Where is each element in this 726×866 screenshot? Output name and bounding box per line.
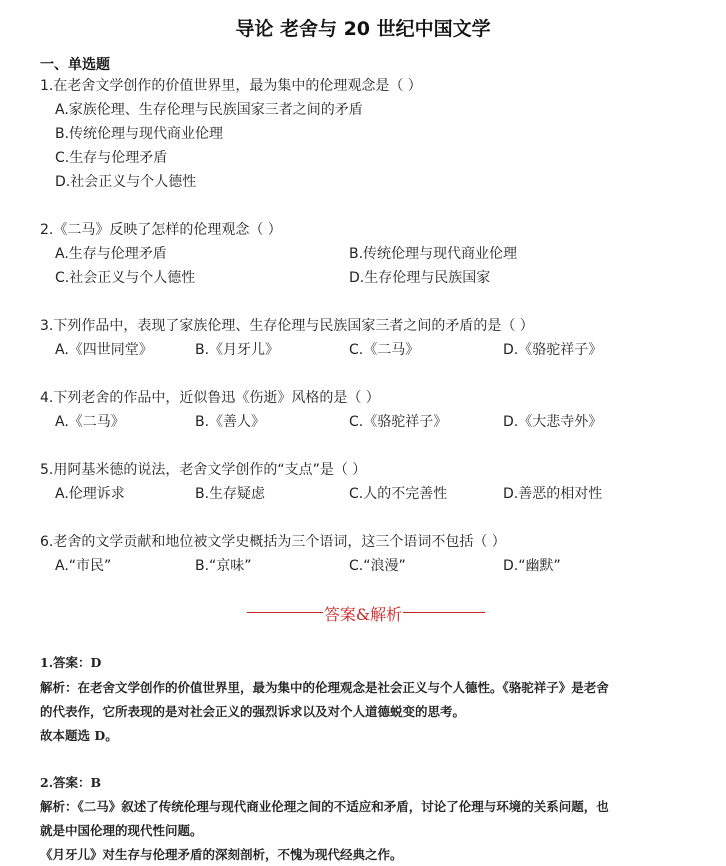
question-3-stem: 3.下列作品中，表现了家族伦理、生存伦理与民族国家三者之间的矛盾的是（ ） <box>40 318 534 334</box>
question-1-option-a: A.家族伦理、生存伦理与民族国家三者之间的矛盾 <box>55 102 363 118</box>
question-3-option-c: C.《二马》 <box>349 342 420 358</box>
section-heading: 一、单选题 <box>40 57 110 73</box>
question-2-option-a: A.生存与伦理矛盾 <box>55 246 167 262</box>
question-2-stem: 2.《二马》反映了怎样的伦理观念（ ） <box>40 222 282 238</box>
question-4-option-b: B.《善人》 <box>195 414 266 430</box>
question-5-stem: 5.用阿基米德的说法，老舍文学创作的“支点”是（ ） <box>40 462 367 478</box>
answer-1-heading: 1.答案：D <box>40 655 102 670</box>
question-5-option-a: A.伦理诉求 <box>55 486 125 502</box>
divider-line-right <box>403 612 485 613</box>
answer-1-explanation-line: 的代表作，它所表现的是对社会正义的强烈诉求以及对个人道德蜕变的思考。 <box>40 704 466 719</box>
question-4-option-d: D.《大悲寺外》 <box>503 414 603 430</box>
question-6-option-d: D.“幽默” <box>503 558 561 574</box>
question-4-option-c: C.《骆驼祥子》 <box>349 414 448 430</box>
question-3-option-a: A.《四世同堂》 <box>55 342 153 358</box>
question-4-option-a: A.《二马》 <box>55 414 125 430</box>
question-2-option-d: D.生存伦理与民族国家 <box>349 270 491 286</box>
document-title: 导论 老舍与 20 世纪中国文学 <box>235 18 491 40</box>
answer-1-conclusion: 故本题选 D。 <box>40 728 118 743</box>
question-2-option-b: B.传统伦理与现代商业伦理 <box>349 246 518 262</box>
question-5-option-c: C.人的不完善性 <box>349 486 448 502</box>
question-3-option-d: D.《骆驼祥子》 <box>503 342 603 358</box>
answer-divider <box>0 600 726 624</box>
question-6-stem: 6.老舍的文学贡献和地位被文学史概括为三个语词，这三个语词不包括（ ） <box>40 534 506 550</box>
question-1-stem: 1.在老舍文学创作的价值世界里，最为集中的伦理观念是（ ） <box>40 78 422 94</box>
question-1-option-b: B.传统伦理与现代商业伦理 <box>55 126 224 142</box>
question-2-option-c: C.社会正义与个人德性 <box>55 270 196 286</box>
question-1-option-c: C.生存与伦理矛盾 <box>55 150 168 166</box>
question-5-option-b: B.生存疑虑 <box>195 486 266 502</box>
answer-2-explanation-line: 解析：《二马》叙述了传统伦理与现代商业伦理之间的不适应和矛盾，讨论了伦理与环境的关系问题，也 <box>40 799 609 814</box>
question-5-option-d: D.善恶的相对性 <box>503 486 603 502</box>
question-1-option-d: D.社会正义与个人德性 <box>55 174 197 190</box>
question-6-option-c: C.“浪漫” <box>349 558 406 574</box>
question-3-option-b: B.《月牙儿》 <box>195 342 280 358</box>
question-6-option-b: B.“京味” <box>195 558 252 574</box>
question-6-option-a: A.“市民” <box>55 558 112 574</box>
answer-2-heading: 2.答案：B <box>40 775 102 790</box>
divider-label: 答案&解析 <box>323 605 403 624</box>
answer-1-explanation-line: 解析：在老舍文学创作的价值世界里，最为集中的伦理观念是社会正义与个人德性。《骆驼祥子》是老舍 <box>40 680 609 695</box>
answer-2-explanation-line: 《月牙儿》对生存与伦理矛盾的深刻剖析，不愧为现代经典之作。 <box>40 847 403 862</box>
answer-2-explanation-line: 就是中国伦理的现代性问题。 <box>40 823 203 838</box>
question-4-stem: 4.下列老舍的作品中，近似鲁迅《伤逝》风格的是（ ） <box>40 390 380 406</box>
